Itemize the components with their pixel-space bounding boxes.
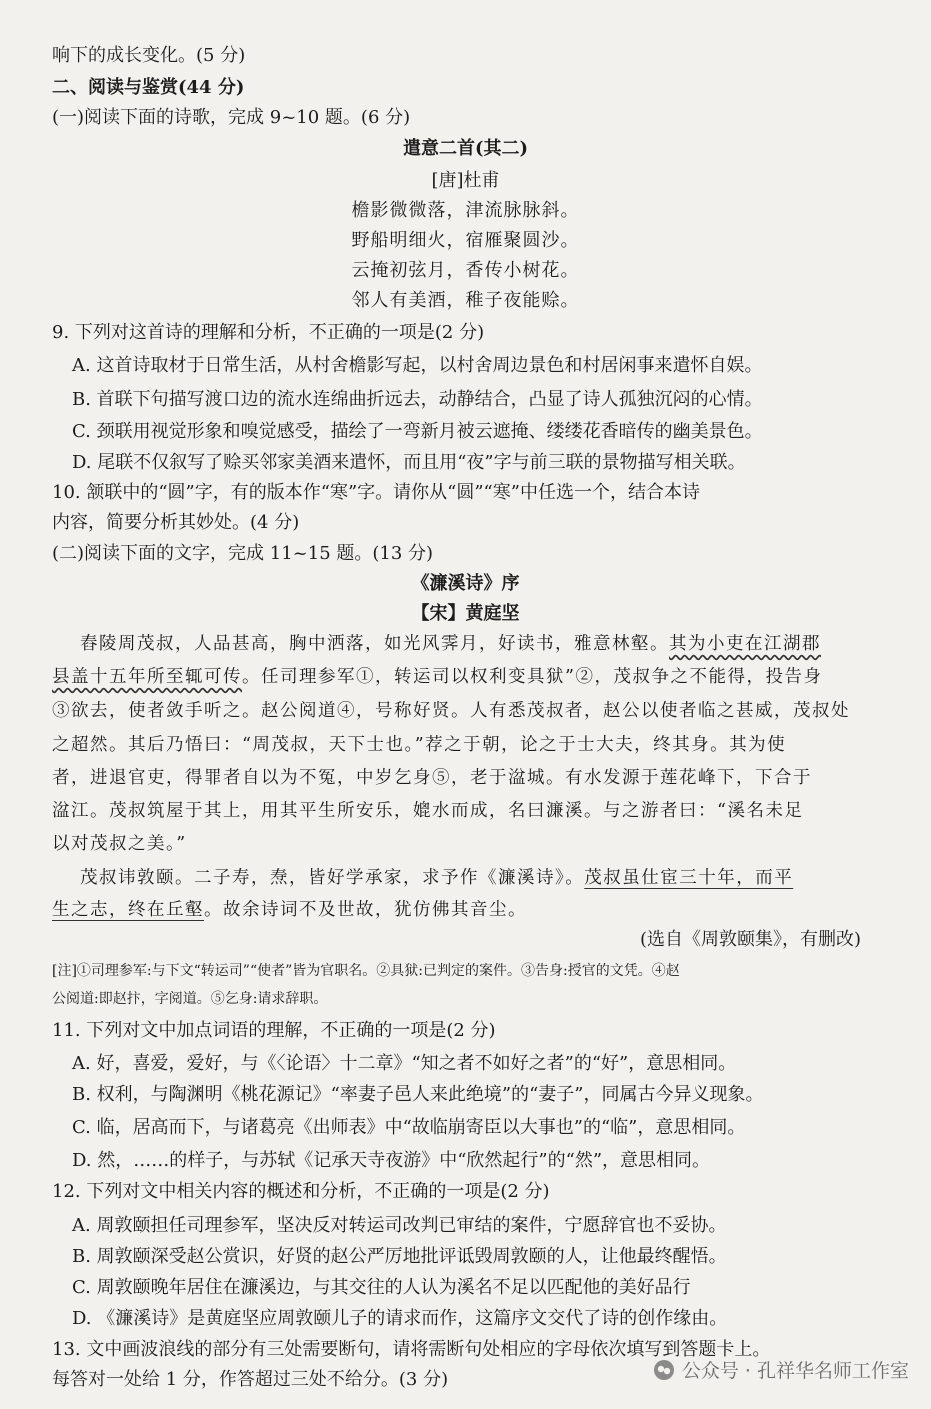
- question-10-line2: 内容，简要分析其妙处。(4 分): [52, 512, 300, 533]
- underlined-text: 生之志，终在丘壑: [52, 900, 204, 920]
- wechat-official-account-icon: [652, 1358, 676, 1382]
- question-9: 9. 下列对这首诗的理解和分析，不正确的一项是(2 分): [52, 322, 485, 343]
- question-11: 11. 下列对文中加点词语的理解，不正确的一项是(2 分): [52, 1020, 496, 1041]
- q11-option-d: D. 然，……的样子，与苏轼《记承天寺夜游》中“欣然起行”的“然”，意思相同。: [72, 1150, 711, 1171]
- poem-author: [唐]杜甫: [431, 170, 500, 191]
- section-heading: 二、阅读与鉴赏(44 分): [52, 77, 245, 98]
- wavy-underline-text: 县盖十五年所至辄可传: [52, 667, 242, 687]
- question-12: 12. 下列对文中相关内容的概述和分析，不正确的一项是(2 分): [52, 1181, 550, 1202]
- prose-line: 湓江。茂叔筑屋于其上，用其平生所安乐，媲水而成，名曰濂溪。与之游者曰：“溪名未足: [52, 801, 804, 821]
- underlined-text: 茂叔虽仕宦三十年，而平: [584, 868, 794, 888]
- q11-option-b: B. 权利，与陶渊明《桃花源记》“率妻子邑人来此绝境”的“妻子”，同属古今异义现象。: [72, 1084, 764, 1105]
- q12-option-d: D. 《濂溪诗》是黄庭坚应周敦颐儿子的请求而作，这篇序文交代了诗的创作缘由。: [72, 1308, 728, 1329]
- poem-line: 檐影微微落，津流脉脉斜。: [351, 200, 580, 221]
- prose-line: 生之志，终在丘壑。故余诗词不及世故，犹仿佛其音尘。: [52, 900, 527, 920]
- footnote-line1: [注]①司理参军:与下文“转运司”“使者”皆为官职名。②具狱:已判定的案件。③告身:授官的文凭。④赵: [52, 963, 680, 979]
- prose-title: 《濂溪诗》序: [411, 573, 520, 594]
- watermark-text: 公众号 · 孔祥华名师工作室: [681, 1360, 909, 1382]
- q11-option-c: C. 临，居高而下，与诸葛亮《出师表》中“故临崩寄臣以大事也”的“临”，意思相同。: [72, 1117, 746, 1138]
- source-citation: (选自《周敦颐集》，有删改): [639, 929, 861, 950]
- q9-option-a: A. 这首诗取材于日常生活，从村舍檐影写起，以村舍周边景色和村居闲事来遣怀自娱。: [72, 355, 763, 376]
- q9-option-d: D. 尾联不仅叙写了赊买邻家美酒来遣怀，而且用“夜”字与前三联的景物描写相关联。: [72, 452, 746, 473]
- prose-line: ③欲去，使者敛手听之。赵公阅道④，号称好贤。人有悉茂叔者，赵公以使者临之甚威，茂叔处: [52, 701, 850, 721]
- poem-line: 野船明细火，宿雁聚圆沙。: [351, 230, 580, 251]
- poem-line: 邻人有美酒，稚子夜能赊。: [351, 290, 580, 311]
- prose-line: 舂陵周茂叔，人品甚高，胸中洒落，如光风霁月，好读书，雅意林壑。其为小吏在江湖郡: [80, 634, 821, 654]
- poem-line: 云掩初弦月，香传小树花。: [351, 260, 580, 281]
- prose-line: 县盖十五年所至辄可传。任司理参军①，转运司以权利变具狱”②，茂叔争之不能得，投告身: [52, 667, 823, 687]
- q9-option-b: B. 首联下句描写渡口边的流水连绵曲折远去，动静结合，凸显了诗人孤独沉闷的心情。: [72, 389, 763, 410]
- question-13-line1: 13. 文中画波浪线的部分有三处需要断句，请将需断句处相应的字母依次填写到答题卡上。: [52, 1339, 771, 1360]
- line-continuation: 响下的成长变化。(5 分): [52, 45, 246, 66]
- footnote-line2: 公阅道:即赵抃，字阅道。⑤乞身:请求辞职。: [52, 991, 328, 1007]
- q12-option-b: B. 周敦颐深受赵公赏识，好贤的赵公严厉地批评诋毁周敦颐的人，让他最终醒悟。: [72, 1246, 727, 1267]
- q12-option-a: A. 周敦颐担任司理参军，坚决反对转运司改判已审结的案件，宁愿辞官也不妥协。: [72, 1215, 727, 1236]
- prose-line: 之超然。其后乃悟曰：“周茂叔，天下士也。”荐之于朝，论之于士大夫，终其身。其为使: [52, 735, 787, 755]
- question-10-line1: 10. 颔联中的“圆”字，有的版本作“寒”字。请你从“圆”“寒”中任选一个，结合本诗: [52, 482, 700, 503]
- q11-option-a: A. 好，喜爱，爱好，与《〈论语〉十二章》“知之者不如好之者”的“好”，意思相同。: [72, 1053, 737, 1074]
- question-13-line2: 每答对一处给 1 分，作答超过三处不给分。(3 分): [52, 1369, 449, 1390]
- part1-intro: (一)阅读下面的诗歌，完成 9~10 题。(6 分): [52, 107, 411, 128]
- q9-option-c: C. 颈联用视觉形象和嗅觉感受，描绘了一弯新月被云遮掩、缕缕花香暗传的幽美景色。: [72, 421, 763, 442]
- watermark: [652, 1356, 909, 1383]
- prose-line: 以对茂叔之美。”: [52, 834, 187, 854]
- prose-line: 者，进退官吏，得罪者自以为不冤，中岁乞身⑤，老于湓城。有水发源于莲花峰下，下合于: [52, 768, 812, 788]
- prose-line: 茂叔讳敦颐。二子寿，焘，皆好学承家，求予作《濂溪诗》。茂叔虽仕宦三十年，而平: [80, 868, 794, 888]
- part2-intro: (二)阅读下面的文字，完成 11~15 题。(13 分): [52, 543, 434, 564]
- prose-author: 【宋】黄庭坚: [411, 603, 520, 624]
- q12-option-c: C. 周敦颐晚年居住在濂溪边，与其交往的人认为溪名不足以匹配他的美好品行: [72, 1277, 691, 1298]
- poem-title: 遣意二首(其二): [402, 138, 529, 159]
- wavy-underline-text: 其为小吏在江湖郡: [669, 634, 821, 654]
